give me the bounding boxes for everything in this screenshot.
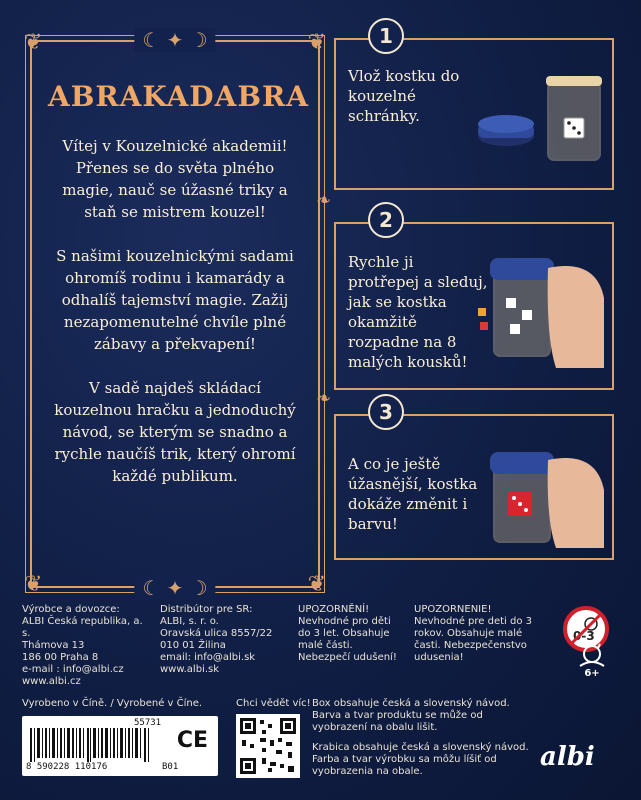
step-number: 3 bbox=[368, 394, 404, 430]
warning-heading: UPOZORNĚNÍ! bbox=[298, 604, 370, 615]
distributor-heading: Distribútor pre SR: bbox=[160, 604, 253, 615]
corner-ornament-icon: ❦ bbox=[24, 572, 43, 597]
distributor-line: ALBI, s. r. o. bbox=[160, 616, 219, 627]
step-number: 2 bbox=[368, 202, 404, 238]
corner-ornament-icon: ❦ bbox=[307, 572, 326, 597]
product-title: ABRAKADABRA bbox=[48, 80, 309, 113]
intro-panel bbox=[24, 28, 326, 600]
warning-heading: UPOZORNENIE! bbox=[414, 604, 492, 615]
age-label: 6+ bbox=[584, 668, 600, 679]
brand-logo: albi bbox=[540, 742, 595, 772]
intro-paragraph-1: Vítej v Kouzelnické akademii! Přenes se do světa plného magie, nauč se úžasné triky a staň se mistrem kouzel! bbox=[62, 137, 288, 221]
swirl-ornament-icon: ❧ bbox=[316, 388, 332, 409]
step-number: 1 bbox=[368, 18, 404, 54]
corner-ornament-icon: ❦ bbox=[307, 30, 326, 55]
distributor-line: www.albi.sk bbox=[160, 664, 220, 675]
manufacturer-info bbox=[22, 604, 152, 688]
svg-text:0-3: 0-3 bbox=[573, 629, 595, 643]
box-content-info bbox=[312, 698, 540, 786]
barcode-icon bbox=[30, 728, 150, 762]
intro-paragraph-3: V sadě najdeš skládací kouzelnou hračku a jednoduchý návod, se kterým se snadno a rychle naučíš trik, který ohromí každé publikum. bbox=[54, 379, 296, 485]
step-1-panel bbox=[334, 24, 614, 190]
box-info-cz: Box obsahuje česká a slovenský návod. Barva a tvar produktu se může od vyobrazení na obalu lišit. bbox=[312, 698, 510, 733]
warning-cz bbox=[298, 604, 398, 664]
step-text: Rychle ji protřepej a sleduj, jak se kostka okamžitě rozpadne na 8 malých kousků! bbox=[348, 253, 488, 371]
barcode-number: 8 590228 110176 bbox=[26, 762, 108, 772]
distributor-line: email: info@albi.sk bbox=[160, 652, 256, 663]
corner-ornament-icon: ❦ bbox=[24, 30, 43, 55]
step-text: A co je ještě úžasnější, kostka dokáže změnit i barvu! bbox=[348, 455, 478, 533]
warning-sk bbox=[414, 604, 534, 664]
distributor-line: 010 01 Žilina bbox=[160, 640, 226, 651]
ce-mark: CE bbox=[176, 728, 208, 753]
barcode-panel bbox=[22, 716, 218, 776]
manufacturer-line: 186 00 Praha 8 bbox=[22, 652, 99, 663]
made-in-text: Vyrobeno v Číně. / Vyrobené v Číne. bbox=[22, 698, 203, 709]
qr-code-icon bbox=[236, 714, 300, 778]
shaking-box-icon bbox=[476, 238, 606, 378]
step-3-panel bbox=[334, 400, 614, 560]
qr-label: Chci vědět víc! bbox=[236, 698, 311, 709]
warning-text: Nevhodné pre deti do 3 rokov. Obsahuje malé časti. Nebezpečenstvo udusenia! bbox=[414, 616, 532, 663]
moon-ornament-icon: ☾ ✦ ☽ bbox=[134, 28, 215, 52]
color-change-box-icon bbox=[476, 430, 606, 550]
step-text: Vlož kostku do kouzelné schránky. bbox=[348, 67, 460, 125]
box-info-sk: Krabica obsahuje česká a slovenský návod. Farba a tvar výrobku sa môžu líšiť od vyobrazenia na obale. bbox=[312, 742, 529, 777]
warning-text: Nevhodné pro děti do 3 let. Obsahuje malé části. Nebezpečí udušení! bbox=[298, 616, 397, 663]
batch-number: B01 bbox=[162, 762, 179, 772]
manufacturer-line: www.albi.cz bbox=[22, 676, 81, 687]
manufacturer-line: Thámova 13 bbox=[22, 640, 85, 651]
manufacturer-line: e-mail : info@albi.cz bbox=[22, 664, 124, 675]
magic-box-open-icon bbox=[476, 54, 606, 174]
manufacturer-heading: Výrobce a dovozce: bbox=[22, 604, 120, 615]
manufacturer-line: ALBI Česká republika, a. s. bbox=[22, 616, 143, 639]
barcode-top-number: 55731 bbox=[134, 718, 162, 728]
distributor-line: Oravská ulica 8557/22 bbox=[160, 628, 273, 639]
distributor-info bbox=[160, 604, 290, 676]
swirl-ornament-icon: ❧ bbox=[316, 190, 332, 211]
intro-paragraph-2: S našimi kouzelnickými sadami ohromíš rodinu i kamarády a odhalíš tajemství magie. Zažij nezapomenutelné chvíle plné zábavy a překvapení! bbox=[56, 247, 294, 353]
child-age-icon bbox=[574, 640, 610, 668]
step-2-panel bbox=[334, 208, 614, 390]
moon-ornament-icon: ☾ ✦ ☽ bbox=[134, 576, 215, 600]
